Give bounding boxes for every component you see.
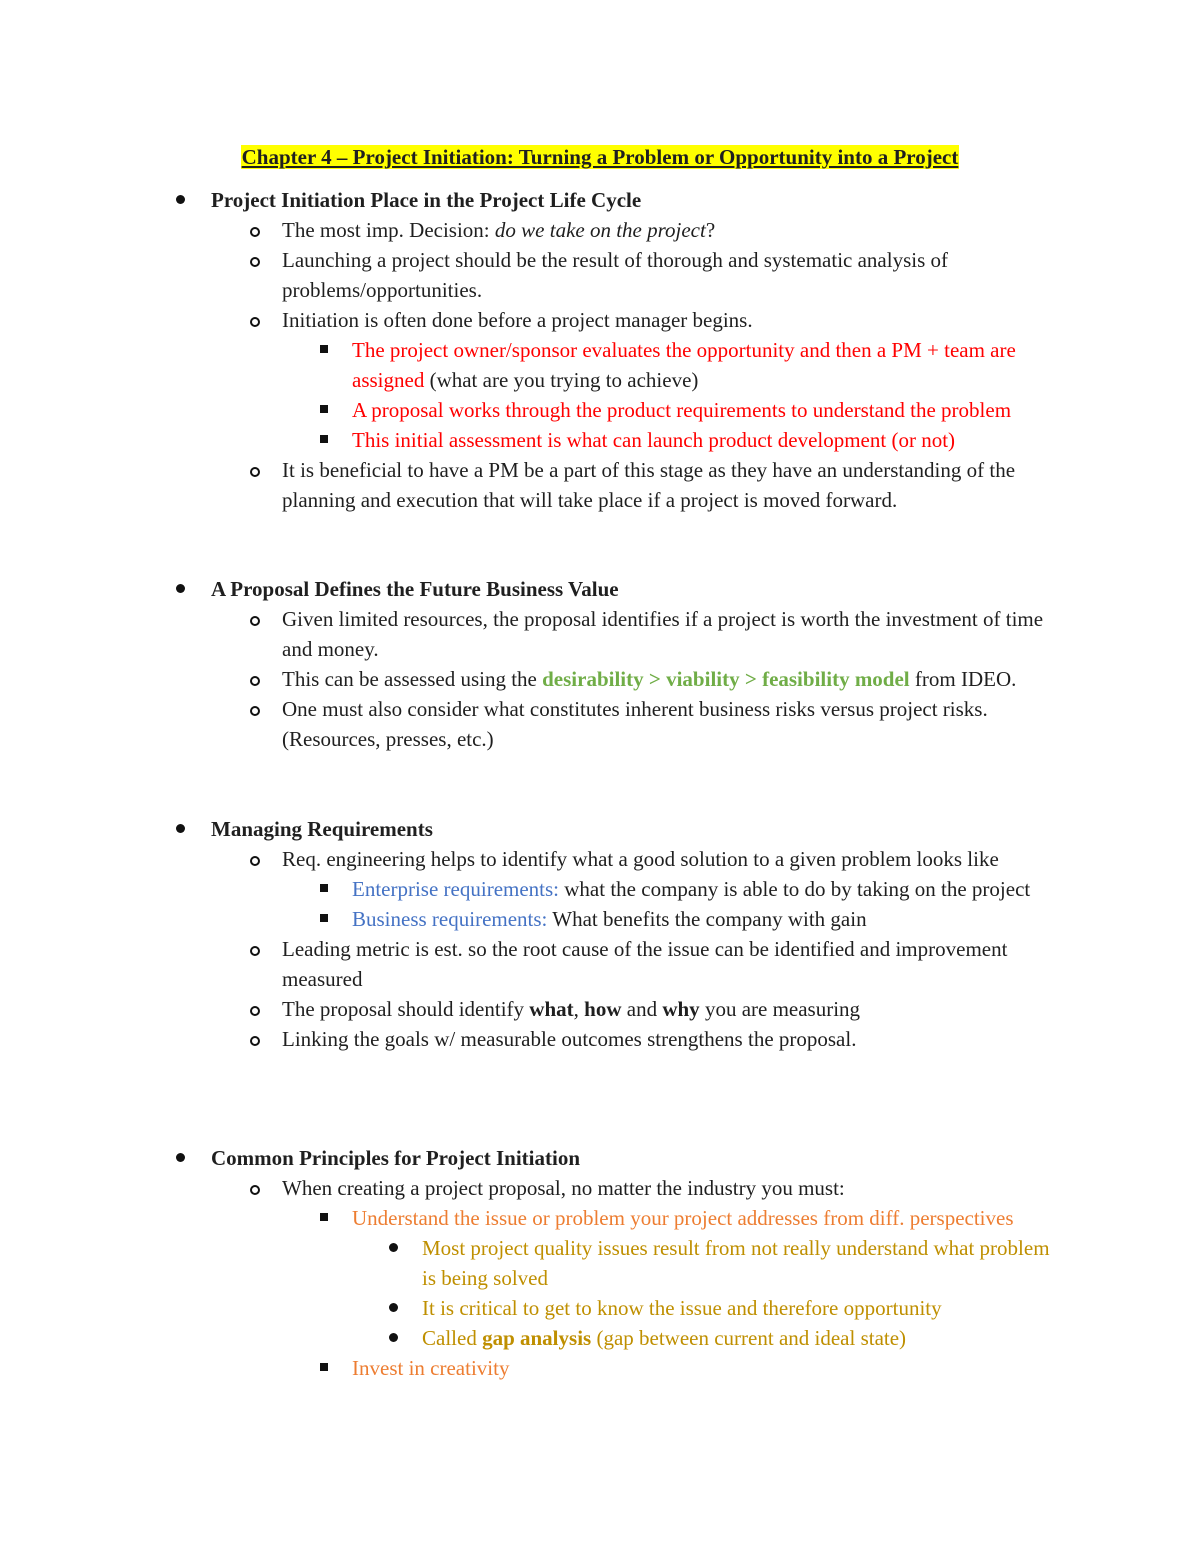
item-emphasis: do we take on the project	[494, 218, 706, 242]
item-text-red: This initial assessment is what can launch product development (or not)	[352, 428, 956, 452]
bullet-square-icon	[320, 914, 328, 922]
item-text-orange: Invest in creativity	[352, 1356, 510, 1380]
item-text: Launching a project should be the result of thorough and systematic analysis of problems/opportunities.	[282, 248, 949, 302]
bullet-disc-icon	[176, 195, 185, 204]
list-item	[0, 1293, 1200, 1323]
bullet-circle-icon	[250, 706, 260, 716]
list-item	[0, 425, 1200, 455]
bullet-disc-icon	[389, 1243, 398, 1252]
item-text-red: The project owner/sponsor evaluates the opportunity and then a PM + team are assigned	[352, 338, 1016, 392]
list-item	[0, 604, 1200, 664]
item-text-blue: Enterprise requirements:	[352, 877, 560, 901]
heading-text: Managing Requirements	[211, 817, 433, 841]
list-item	[0, 1233, 1200, 1293]
bullet-square-icon	[320, 884, 328, 892]
item-text: What benefits the company with gain	[547, 907, 867, 931]
bullet-square-icon	[320, 345, 328, 353]
bullet-square-icon	[320, 1363, 328, 1371]
list-item	[0, 694, 1200, 754]
item-text-blue: Business requirements:	[352, 907, 548, 931]
item-bold: how	[584, 997, 622, 1021]
item-text: and	[621, 997, 663, 1021]
list-item	[0, 215, 1200, 245]
list-item	[0, 1024, 1200, 1054]
item-text: you are measuring	[699, 997, 861, 1021]
list-item	[0, 994, 1200, 1024]
item-text: Initiation is often done before a project manager begins.	[282, 308, 753, 332]
list-item	[0, 395, 1200, 425]
list-item	[0, 305, 1200, 335]
list-item	[0, 904, 1200, 934]
section-proposal-business-value	[0, 574, 1200, 754]
item-text: from IDEO.	[909, 667, 1017, 691]
item-text: The most imp. Decision:	[282, 218, 495, 242]
list-item	[0, 245, 1200, 305]
bullet-square-icon	[320, 405, 328, 413]
bullet-disc-icon	[389, 1333, 398, 1342]
list-item	[0, 664, 1200, 694]
bullet-square-icon	[320, 435, 328, 443]
item-bold-gold: gap analysis	[482, 1326, 592, 1350]
item-text: The proposal should identify	[282, 997, 530, 1021]
item-text-orange: Understand the issue or problem your project addresses from diff. perspectives	[352, 1206, 1014, 1230]
item-text: what the company is able to do by taking on the project	[559, 877, 1031, 901]
item-bold: why	[662, 997, 700, 1021]
bullet-circle-icon	[250, 1185, 260, 1195]
item-text: When creating a project proposal, no matter the industry you must:	[282, 1176, 845, 1200]
item-text: ,	[573, 997, 585, 1021]
item-text: Leading metric is est. so the root cause of the issue can be identified and improvement measured	[282, 937, 1008, 991]
heading-text: Common Principles for Project Initiation	[211, 1146, 581, 1170]
list-item	[0, 1203, 1200, 1233]
section-managing-requirements	[0, 814, 1200, 1054]
chapter-title-text: Chapter 4 – Project Initiation: Turning a Problem or Opportunity into a Project	[241, 145, 959, 169]
bullet-circle-icon	[250, 676, 260, 686]
list-item	[0, 335, 1200, 395]
bullet-circle-icon	[250, 1036, 260, 1046]
chapter-title	[0, 142, 1200, 172]
item-text-gold: Called	[422, 1326, 483, 1350]
bullet-circle-icon	[250, 227, 260, 237]
item-bold: what	[529, 997, 574, 1021]
bullet-circle-icon	[250, 856, 260, 866]
bullet-circle-icon	[250, 616, 260, 626]
list-item	[0, 874, 1200, 904]
bullet-circle-icon	[250, 467, 260, 477]
section-heading	[0, 185, 1200, 215]
bullet-circle-icon	[250, 257, 260, 267]
item-text: Given limited resources, the proposal identifies if a project is worth the investment of time and money.	[282, 607, 1044, 661]
item-text-red: A proposal works through the product requirements to understand the problem	[352, 398, 1012, 422]
section-heading	[0, 814, 1200, 844]
item-text-gold: It is critical to get to know the issue and therefore opportunity	[422, 1296, 942, 1320]
item-text: ?	[705, 218, 716, 242]
heading-text: Project Initiation Place in the Project Life Cycle	[211, 188, 642, 212]
bullet-disc-icon	[176, 584, 185, 593]
item-text: One must also consider what constitutes inherent business risks versus project risks. (Resources, presses, etc.)	[282, 697, 988, 751]
bullet-square-icon	[320, 1213, 328, 1221]
section-project-initiation	[0, 185, 1200, 515]
list-item	[0, 1353, 1200, 1383]
bullet-circle-icon	[250, 1006, 260, 1016]
item-text: Req. engineering helps to identify what a good solution to a given problem looks like	[282, 847, 999, 871]
bullet-disc-icon	[176, 1153, 185, 1162]
bullet-circle-icon	[250, 317, 260, 327]
heading-text: A Proposal Defines the Future Business Value	[211, 577, 619, 601]
list-item	[0, 1173, 1200, 1203]
bullet-circle-icon	[250, 946, 260, 956]
item-text: (what are you trying to achieve)	[424, 368, 699, 392]
item-text-green: desirability > viability > feasibility model	[542, 667, 910, 691]
section-heading	[0, 574, 1200, 604]
list-item	[0, 844, 1200, 874]
list-item	[0, 455, 1200, 515]
item-text: Linking the goals w/ measurable outcomes strengthens the proposal.	[282, 1027, 857, 1051]
list-item	[0, 934, 1200, 994]
bullet-disc-icon	[389, 1303, 398, 1312]
item-text: This can be assessed using the	[282, 667, 543, 691]
item-text-gold: Most project quality issues result from not really understand what problem is being solved	[422, 1236, 1050, 1290]
list-item	[0, 1323, 1200, 1353]
item-text-gold: (gap between current and ideal state)	[591, 1326, 907, 1350]
item-text: It is beneficial to have a PM be a part of this stage as they have an understanding of the planning and execution that will take place if a project is moved forward.	[282, 458, 1016, 512]
section-heading	[0, 1143, 1200, 1173]
section-common-principles	[0, 1143, 1200, 1383]
bullet-disc-icon	[176, 824, 185, 833]
